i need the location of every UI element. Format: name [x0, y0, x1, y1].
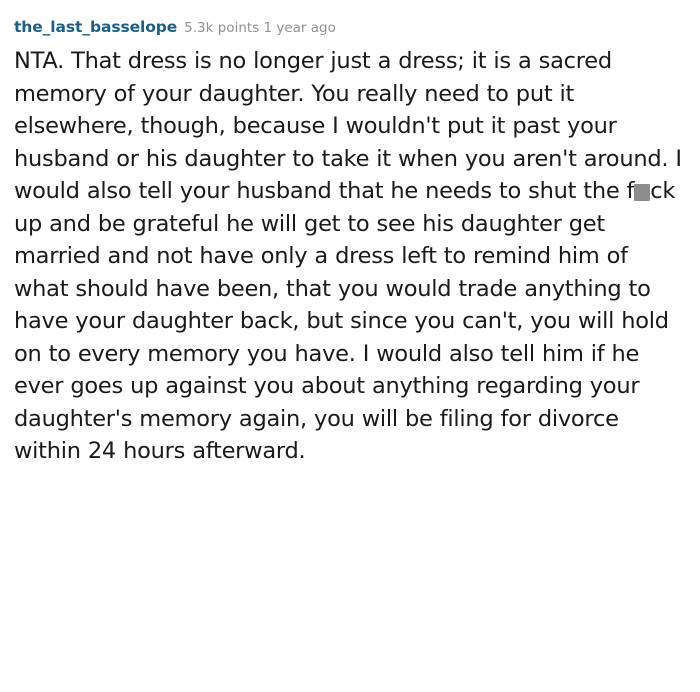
comment-meta: 5.3k points 1 year ago	[184, 20, 336, 36]
redacted-text	[634, 184, 635, 185]
comment-header	[14, 18, 686, 36]
comment-author[interactable]: the_last_basselope	[14, 18, 178, 36]
comment-body	[14, 45, 686, 468]
redaction-block-icon	[634, 184, 650, 201]
comment-body-text-second: ck up and be grateful he will get to see his daughter get married and not have only a dress left to remind him of what should have been, that you would trade anything to have your daughter back, but since you can't, you will hold on to every memory you have. I would also tell him if he ever goes up against you about anything regarding your daughter's memory again, you will be filing for divorce within 24 hours afterward.	[14, 178, 676, 464]
comment-body-text-first: NTA. That dress is no longer just a dress; it is a sacred memory of your daughter. You really need to put it elsewhere, though, because I wouldn't put it past your husband or his daughter to take it when you aren't around. I would also tell your husband that he needs to shut the f	[14, 48, 682, 204]
